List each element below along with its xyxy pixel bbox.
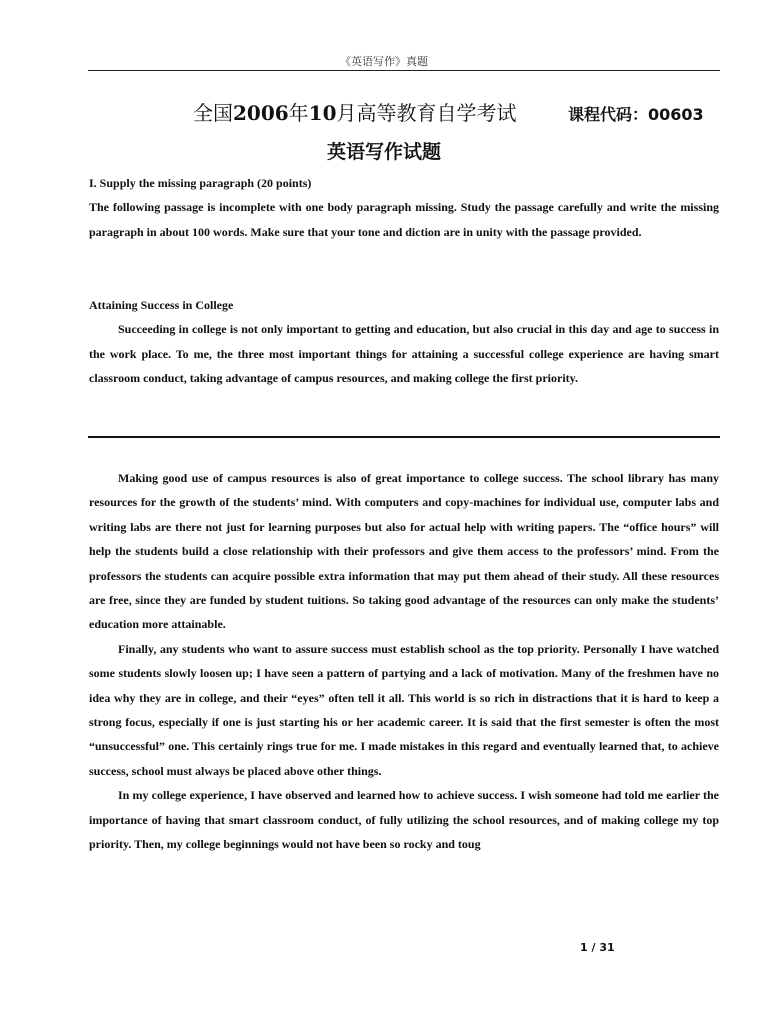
section-instructions: The following passage is incomplete with one body paragraph missing. Study the passage carefully and write the missing paragraph in about 100 words. Make sure that your tone and diction are in unity with the passage provided. xyxy=(89,200,719,239)
page-number: 1 / 31 xyxy=(580,941,615,954)
passage-body xyxy=(89,466,719,857)
course-code xyxy=(568,102,704,125)
header-divider xyxy=(88,70,720,71)
passage-paragraph-resources: Making good use of campus resources is also of great importance to college success. The school library has many resources for the growth of the students’ mind. With computers and copy-machines for individual use, computer labs and writing labs are there not just for learning purposes but also for actual help with writing papers. The “office hours” will help the students build a close relationship with their professors and give them access to the professors’ mind. From the professors the students can acquire possible extra information that may put them ahead of their study. All these resources are free, since they are funded by student tuitions. So taking good advantage of the resources can only make the students’ education more attainable. xyxy=(89,471,719,632)
course-code-value: 00603 xyxy=(648,105,704,124)
running-header: 《英语写作》真题 xyxy=(340,55,428,68)
passage-intro xyxy=(89,293,719,391)
section-heading: I. Supply the missing paragraph (20 points) xyxy=(89,176,312,190)
exam-title xyxy=(193,97,517,126)
exam-month: 10 xyxy=(308,101,337,125)
subject-title: 英语写作试题 xyxy=(326,141,441,163)
exam-year-suffix: 年 xyxy=(288,101,309,125)
passage-paragraph-priority: Finally, any students who want to assure success must establish school as the top priority. Personally I have watched some students slowly loosen up; I have seen a pattern of partying and a lack of motivation. Many of the freshmen have no idea why they are in college, and their “eyes” often tell it all. This world is so rich in distractions that it is hard to keep a strong focus, especially if one is just starting his or her academic career. It is said that the first semester is often the most “unsuccessful” one. This certainly rings true for me. I made mistakes in this regard and eventually learned that, to achieve success, school must always be placed above other things. xyxy=(89,641,719,778)
missing-paragraph-line xyxy=(88,436,720,438)
exam-title-prefix: 全国 xyxy=(193,101,233,125)
exam-year: 2006 xyxy=(233,101,289,125)
passage-paragraph-conclusion: In my college experience, I have observed and learned how to achieve success. I wish someone had told me earlier the importance of having that smart classroom conduct, of fully utilizing the school resources, and of making college my top priority. Then, my college beginnings would not have been so rocky and toug xyxy=(89,788,719,852)
course-code-label: 课程代码： xyxy=(568,105,649,124)
passage-title: Attaining Success in College xyxy=(89,298,234,312)
passage-paragraph-intro: Succeeding in college is not only important to getting and education, but also crucial in this day and age to success in the work place. To me, the three most important things for attaining a successful college experience are having smart classroom conduct, taking advantage of campus resources, and making college the first priority. xyxy=(89,322,719,386)
section-intro xyxy=(89,171,719,244)
exam-title-suffix: 月高等教育自学考试 xyxy=(336,101,517,125)
